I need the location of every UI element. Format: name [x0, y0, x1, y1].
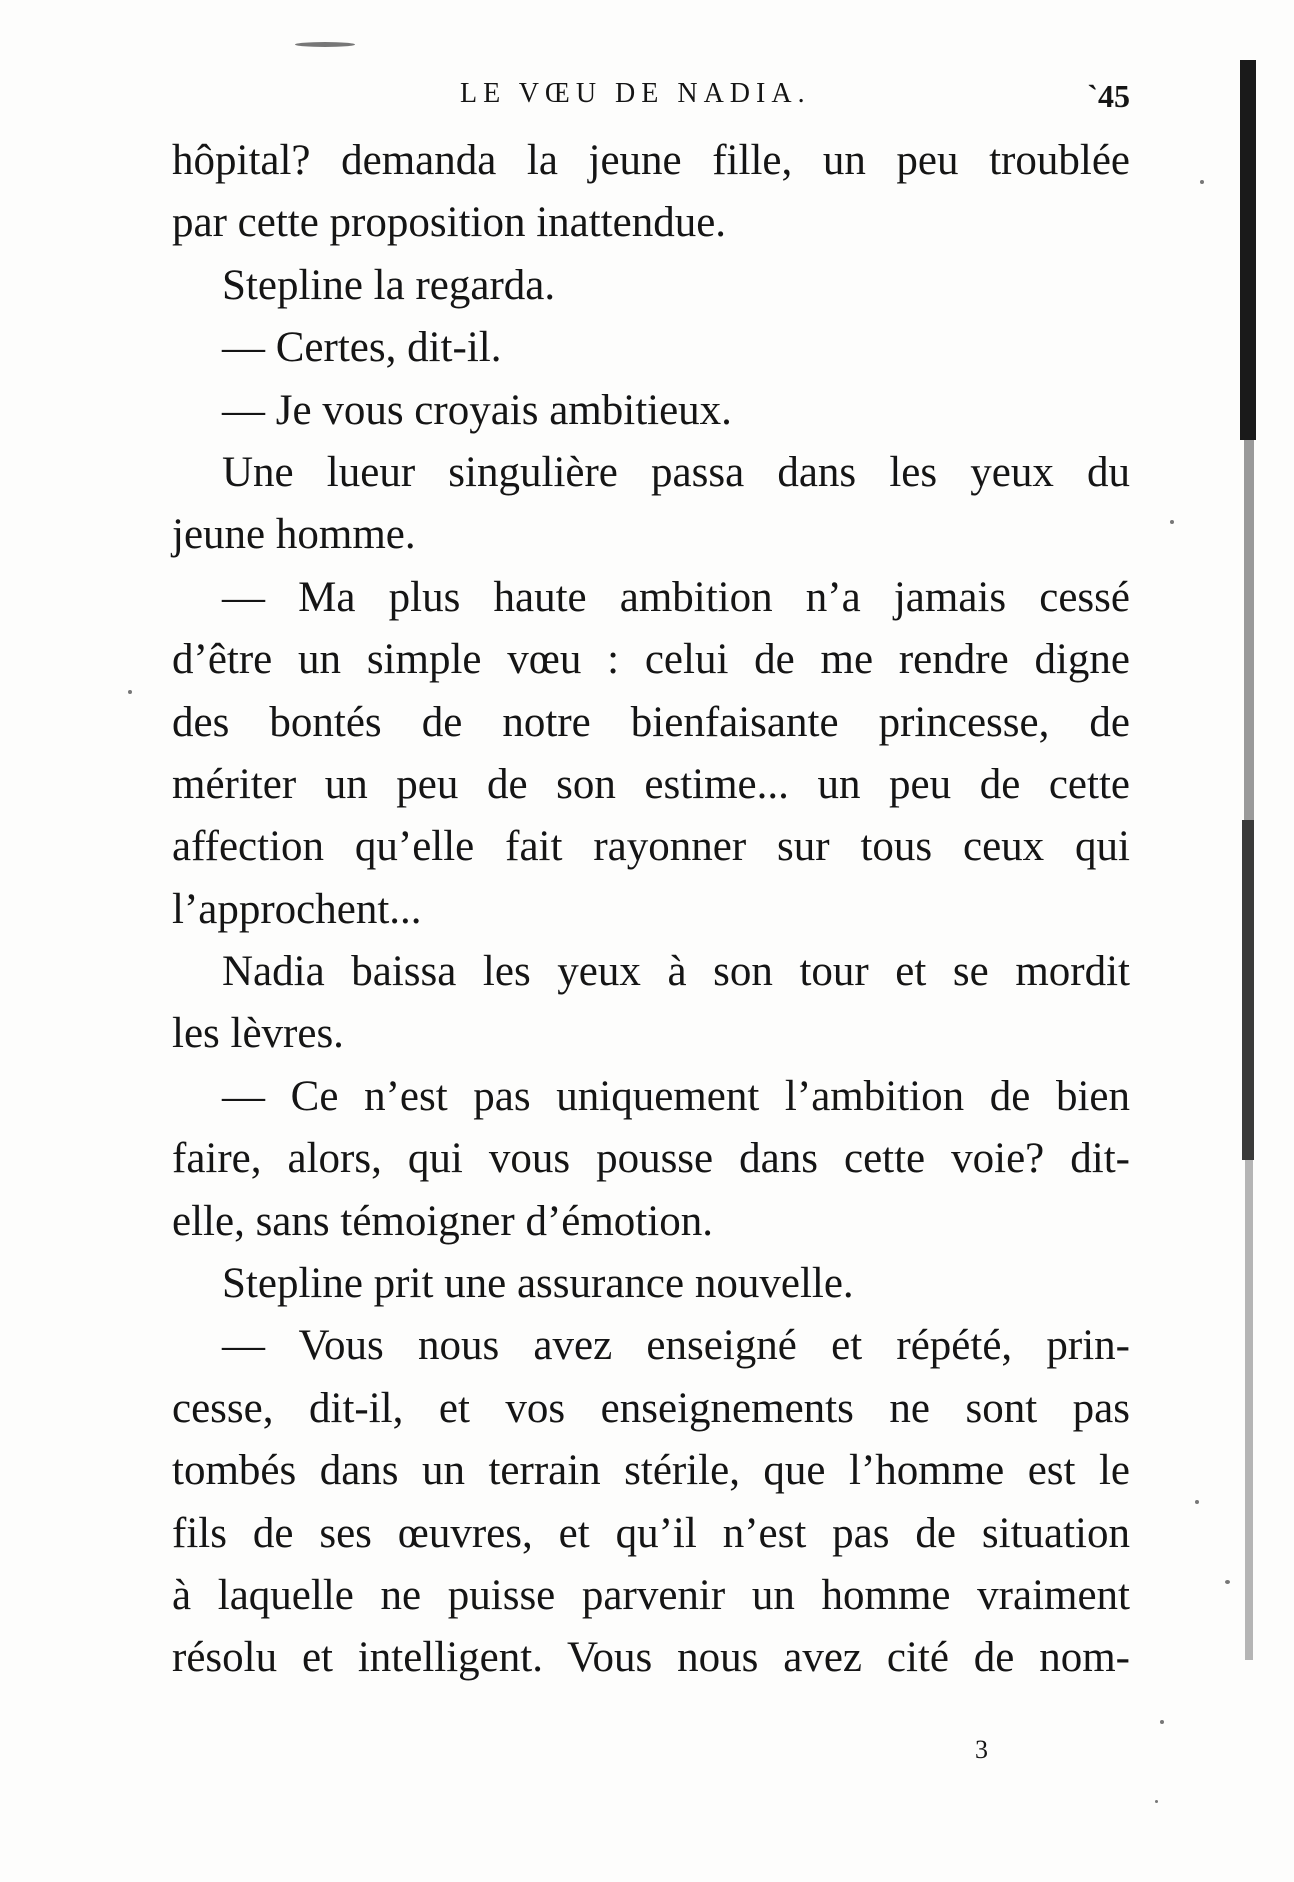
edge-segment [1244, 440, 1254, 820]
scan-speck [295, 42, 355, 47]
text-line: à laquelle ne puisse parvenir un homme vraiment [172, 1571, 1130, 1619]
text-line: des bontés de notre bienfaisante princesse, de [172, 698, 1130, 746]
text-line: mériter un peu de son estime... un peu de cette [172, 760, 1130, 808]
text-line: Stepline la regarda. [222, 261, 556, 309]
text-line: faire, alors, qui vous pousse dans cette voie? dit- [172, 1135, 1130, 1183]
edge-segment [1245, 1160, 1253, 1660]
text-line: jeune homme. [172, 511, 416, 559]
text-line: — Je vous croyais ambitieux. [222, 386, 732, 434]
text-line: tombés dans un terrain stérile, que l’homme est le [172, 1447, 1130, 1495]
edge-segment [1240, 60, 1256, 440]
scan-speck [1195, 1500, 1199, 1504]
text-line: — Certes, dit-il. [222, 324, 502, 372]
text-line: — Ma plus haute ambition n’a jamais cessé [222, 573, 1130, 621]
body-text [172, 130, 1130, 1690]
scan-speck [1155, 1800, 1158, 1803]
text-line: résolu et intelligent. Vous nous avez cité de nom- [172, 1634, 1130, 1682]
text-line: hôpital? demanda la jeune fille, un peu troublée [172, 137, 1130, 184]
scan-speck [1225, 1580, 1230, 1584]
text-line: d’être un simple vœu : celui de me rendre digne [172, 636, 1130, 684]
signature-mark: 3 [975, 1735, 988, 1764]
text-line: l’approchent... [172, 885, 422, 933]
text-line: les lèvres. [172, 1010, 344, 1058]
text-line: — Vous nous avez enseigné et répété, prin- [222, 1322, 1130, 1370]
text-line: affection qu’elle fait rayonner sur tous ceux qui [172, 823, 1130, 871]
scan-speck [1200, 180, 1204, 184]
text-line: Nadia baissa les yeux à son tour et se mordit [222, 948, 1130, 996]
text-line: Une lueur singulière passa dans les yeux du [222, 448, 1130, 496]
text-line: Stepline prit une assurance nouvelle. [222, 1260, 854, 1308]
text-line: — Ce n’est pas uniquement l’ambition de bien [222, 1072, 1130, 1120]
scan-speck [1170, 520, 1174, 524]
page-header [170, 78, 1130, 118]
scan-speck [1160, 1720, 1164, 1724]
page-number: `45 [1087, 78, 1130, 114]
text-line: fils de ses œuvres, et qu’il n’est pas de situation [172, 1509, 1130, 1557]
edge-segment [1242, 820, 1254, 1160]
page-edge-shadow [1240, 60, 1256, 1660]
text-line: par cette proposition inattendue. [172, 199, 727, 247]
running-title: LE VŒU DE NADIA. [460, 78, 811, 109]
text-line: elle, sans témoigner d’émotion. [172, 1197, 713, 1245]
text-line: cesse, dit-il, et vos enseignements ne sont pas [172, 1384, 1130, 1432]
scan-speck [128, 690, 132, 694]
